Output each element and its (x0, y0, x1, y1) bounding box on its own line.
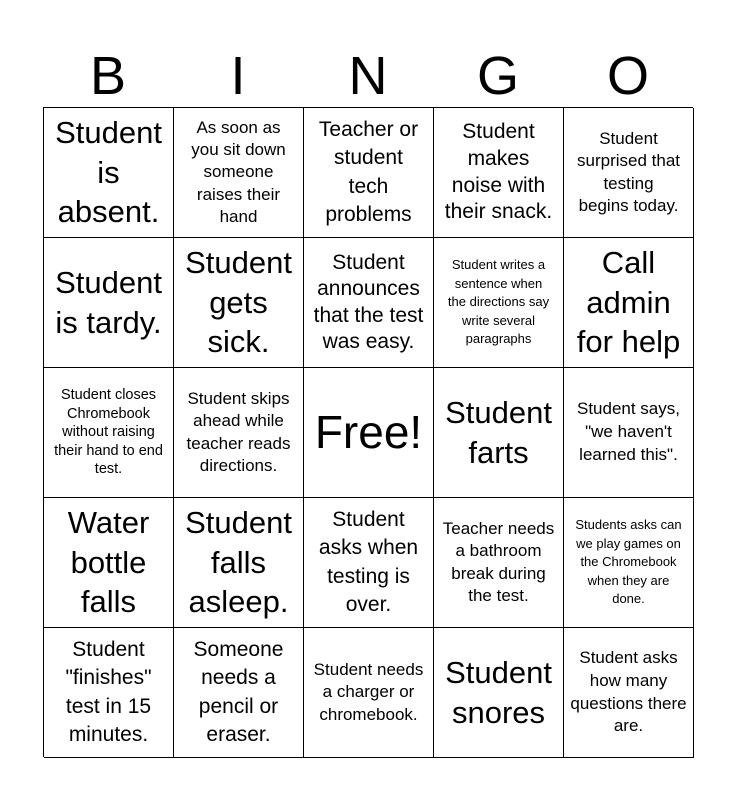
bingo-cell[interactable] (304, 628, 434, 758)
cell-text: Student snores (445, 655, 552, 730)
header-letter-i: I (230, 46, 246, 106)
cell-text: Student writes a sentence when the directions say write several paragraphs (447, 257, 550, 347)
header-letter-b: B (89, 46, 127, 106)
cell-text: Student asks how many questions there are. (570, 647, 687, 736)
cell-text: Student "finishes" test in 15 minutes. (65, 637, 152, 746)
header-letter-n: N (348, 46, 388, 106)
cell-text: Student asks when testing is over. (318, 507, 419, 616)
bingo-cell[interactable] (434, 238, 564, 368)
bingo-cell[interactable] (44, 498, 174, 628)
cell-text: Student gets sick. (185, 245, 292, 360)
cell-text: Student surprised that testing begins today. (577, 128, 680, 215)
bingo-cell[interactable] (564, 238, 694, 368)
bingo-cell[interactable] (434, 108, 564, 238)
bingo-cell[interactable] (174, 108, 304, 238)
cell-text: As soon as you sit down someone raises their hand (191, 118, 286, 226)
bingo-cell[interactable] (564, 108, 694, 238)
cell-text: Student is tardy. (55, 265, 162, 340)
cell-text: Student closes Chromebook without raising their hand to end test. (54, 387, 163, 478)
bingo-cell-free[interactable] (304, 368, 434, 498)
cell-text: Student is absent. (55, 115, 162, 230)
bingo-cell[interactable] (44, 628, 174, 758)
header-letter-g: G (476, 46, 519, 106)
cell-text: Someone needs a pencil or eraser. (193, 637, 284, 746)
cell-text: Teacher or student tech problems (318, 117, 419, 226)
cell-text: Student says, "we haven't learned this". (576, 399, 680, 464)
bingo-cell[interactable] (564, 368, 694, 498)
cell-text: Student announces that the test was easy. (313, 251, 424, 353)
bingo-cell[interactable] (174, 238, 304, 368)
bingo-cell[interactable] (174, 498, 304, 628)
bingo-board (43, 107, 693, 757)
cell-text: Call admin for help (576, 245, 681, 360)
bingo-cell[interactable] (304, 108, 434, 238)
cell-text: Student makes noise with their snack. (444, 119, 553, 224)
free-space-label: Free! (314, 406, 423, 459)
bingo-header (43, 46, 693, 106)
bingo-cell[interactable] (44, 238, 174, 368)
bingo-cell[interactable] (44, 368, 174, 498)
cell-text: Student needs a charger or chromebook. (313, 659, 424, 724)
cell-text: Water bottle falls (67, 505, 150, 620)
bingo-cell[interactable] (304, 498, 434, 628)
cell-text: Student skips ahead while teacher reads directions. (186, 388, 291, 475)
bingo-cell[interactable] (434, 498, 564, 628)
bingo-cell[interactable] (174, 368, 304, 498)
header-letter-o: O (606, 46, 649, 106)
bingo-cell[interactable] (564, 498, 694, 628)
bingo-cell[interactable] (434, 628, 564, 758)
bingo-cell[interactable] (174, 628, 304, 758)
cell-text: Students asks can we play games on the Chromebook when they are done. (575, 517, 682, 607)
cell-text: Teacher needs a bathroom break during the test. (442, 518, 555, 605)
cell-text: Student farts (445, 395, 552, 470)
cell-text: Student falls asleep. (185, 505, 292, 620)
bingo-cell[interactable] (44, 108, 174, 238)
bingo-cell[interactable] (434, 368, 564, 498)
bingo-cell[interactable] (564, 628, 694, 758)
bingo-cell[interactable] (304, 238, 434, 368)
